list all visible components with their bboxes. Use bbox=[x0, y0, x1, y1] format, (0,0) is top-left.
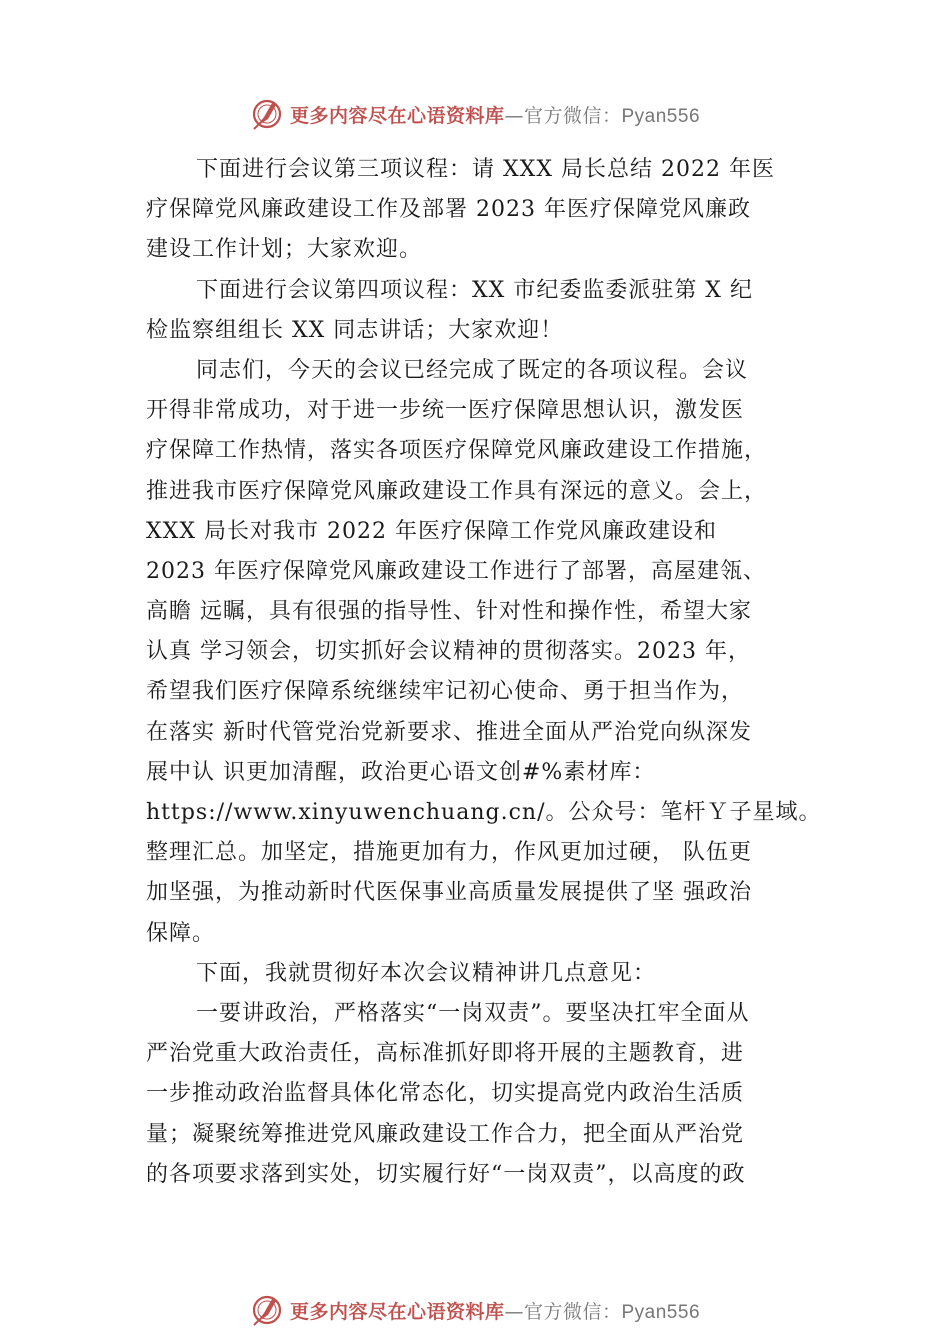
quill-pen-logo-icon bbox=[250, 97, 284, 131]
banner-label: 官方微信： bbox=[523, 104, 622, 127]
document-body bbox=[146, 150, 836, 1195]
text-line: 量；凝聚统筹推进党风廉政建设工作合力，把全面从严治党 bbox=[146, 1121, 745, 1147]
text-line: 希望我们医疗保障系统继续牢记初心使命、勇于担当作为， bbox=[146, 679, 745, 705]
text-line: 整理汇总。加坚定，措施更加有力，作风更加过硬， 队伍更 bbox=[146, 840, 752, 866]
banner-brand-text: 更多内容尽在心语资料库 bbox=[289, 1300, 505, 1323]
text-line: 加坚强，为推动新时代医保事业高质量发展提供了坚 强政治 bbox=[146, 880, 752, 906]
banner-brand-text: 更多内容尽在心语资料库 bbox=[289, 104, 505, 127]
text-line: 在落实 新时代管党治党新要求、推进全面从严治党向纵深发 bbox=[146, 719, 752, 745]
text-line: 认真 学习领会，切实抓好会议精神的贯彻落实。2023 年， bbox=[146, 639, 751, 665]
banner-wechat-id: Pyan556 bbox=[621, 1301, 701, 1323]
text-line: 建设工作计划；大家欢迎。 bbox=[146, 237, 423, 263]
banner-separator: — bbox=[504, 104, 524, 127]
text-line: 疗保障工作热情，落实各项医疗保障党风廉政建设工作措施， bbox=[146, 438, 768, 464]
text-line: 一步推动政治监督具体化常态化，切实提高党内政治生活质 bbox=[146, 1081, 745, 1107]
text-line: 严治党重大政治责任，高标准抓好即将开展的主题教育，进 bbox=[146, 1041, 745, 1067]
text-line: 开得非常成功，对于进一步统一医疗保障思想认识，激发医 bbox=[146, 398, 745, 424]
text-line: 保障。 bbox=[146, 920, 216, 946]
text-line: 推进我市医疗保障党风廉政建设工作具有深远的意义。会上， bbox=[146, 478, 768, 504]
banner-label: 官方微信： bbox=[523, 1300, 622, 1323]
text-line: 同志们，今天的会议已经完成了既定的各项议程。会议 bbox=[196, 357, 749, 383]
text-line: XXX 局长对我市 2022 年医疗保障工作党风廉政建设和 bbox=[146, 518, 717, 544]
text-line: 2023 年医疗保障党风廉政建设工作进行了部署，高屋建瓴、 bbox=[146, 558, 766, 584]
quill-pen-logo-icon bbox=[250, 1293, 284, 1327]
text-line: 的各项要求落到实处，切实履行好“一岗双责”，以高度的政 bbox=[146, 1161, 746, 1187]
footer-banner bbox=[0, 1290, 950, 1330]
banner-wechat-id: Pyan556 bbox=[621, 105, 701, 127]
text-line: 下面，我就贯彻好本次会议精神讲几点意见： bbox=[196, 960, 657, 986]
text-line: 疗保障党风廉政建设工作及部署 2023 年医疗保障党风廉政 bbox=[146, 197, 751, 223]
text-line: 展中认 识更加清醒，政治更心语文创#%素材库： bbox=[146, 759, 656, 785]
text-line: 下面进行会议第三项议程：请 XXX 局长总结 2022 年医 bbox=[196, 157, 775, 182]
text-line: 检监察组组长 XX 同志讲话；大家欢迎！ bbox=[146, 317, 564, 343]
text-line: 一要讲政治，严格落实“一岗双责”。要坚决扛牢全面从 bbox=[196, 1000, 750, 1026]
text-line: 下面进行会议第四项议程：XX 市纪委监委派驻第 X 纪 bbox=[196, 277, 753, 303]
text-line: 高瞻 远瞩，具有很强的指导性、针对性和操作性，希望大家 bbox=[146, 599, 752, 625]
text-line: https://www.xinyuwenchuang.cn/。公众号：笔杆Ｙ子星域。 bbox=[146, 800, 822, 825]
header-banner bbox=[0, 94, 950, 134]
banner-separator: — bbox=[504, 1300, 524, 1323]
